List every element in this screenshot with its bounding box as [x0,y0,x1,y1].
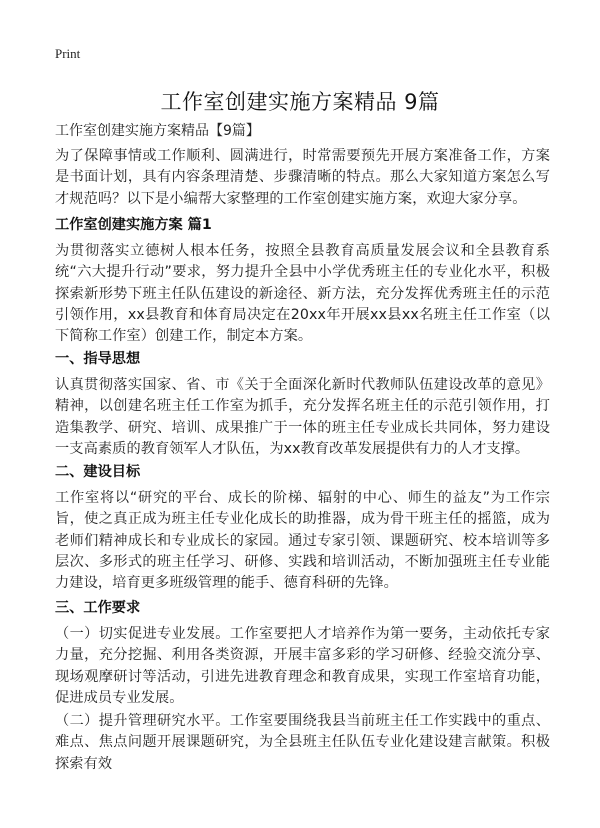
requirement-item: （二）提升管理研究水平。工作室要围绕我县当前班主任工作实践中的重点、难点、焦点问题开展课题研究，为全县班主任队伍专业化建设建言献策。积极探索有效 [55,713,550,772]
article-heading: 工作室创建实施方案 篇1 [55,217,212,233]
intro-paragraph: 为了保障事情或工作顺利、圆满进行，时常需要预先开展方案准备工作，方案是书面计划，具有内容条理清楚、步骤清晰的特点。那么大家知道方案怎么写才规范吗？以下是小编帮大家整理的工作室创建实施方案，欢迎大家分享。 [55,148,550,207]
requirement-item: （一）切实促进专业发展。工作室要把人才培养作为第一要务，主动依托专家力量，充分挖掘、利用各类资源，开展丰富多彩的学习研修、经验交流分享、现场观摩研讨等活动，引进先进教育理念和教育成果，实现工作室培育功能，促进成员专业发展。 [55,626,550,706]
document-subtitle: 工作室创建实施方案精品【9篇】 [55,123,260,139]
section-body-construction-goals: 工作室将以“研究的平台、成长的阶梯、辐射的中心、师生的益友”为工作宗旨，使之真正成为班主任专业化成长的助推器，成为骨干班主任的摇篮，成为老师们精神成长和专业成长的家园。通过专家引领、课题研究、校本培训等多层次、多形式的班主任学习、研修、实践和培训活动，不断加强班主任专业能力建设，培育更多班级管理的能手、德育科研的先锋。 [55,490,550,592]
document-title: 工作室创建实施方案精品 9篇 [160,90,440,114]
article-intro-paragraph: 为贯彻落实立德树人根本任务，按照全县教育高质量发展会议和全县教育系统“六大提升行动”要求，努力提升全县中小学优秀班主任的专业化水平，积极探索新形势下班主任队伍建设的新途径、新方法，充分发挥优秀班主任的示范引领作用，xx县教育和体育局决定在20xx年开展xx县xx名班主任工作室（以下简称工作室）创建工作，制定本方案。 [55,243,550,345]
print-label: Print [55,46,81,61]
section-body-guiding-ideology: 认真贯彻落实国家、省、市《关于全面深化新时代教师队伍建设改革的意见》精神，以创建名班主任工作室为抓手，充分发挥名班主任的示范引领作用，打造集教学、研究、培训、成果推广于一体的班主任专业成长共同体，努力建设一支高素质的教育领军人才队伍，为xx教育改革发展提供有力的人才支撑。 [55,377,550,457]
section-heading-construction-goals: 二、建设目标 [55,464,141,480]
section-heading-work-requirements: 三、工作要求 [55,600,141,616]
section-heading-guiding-ideology: 一、指导思想 [55,351,141,367]
